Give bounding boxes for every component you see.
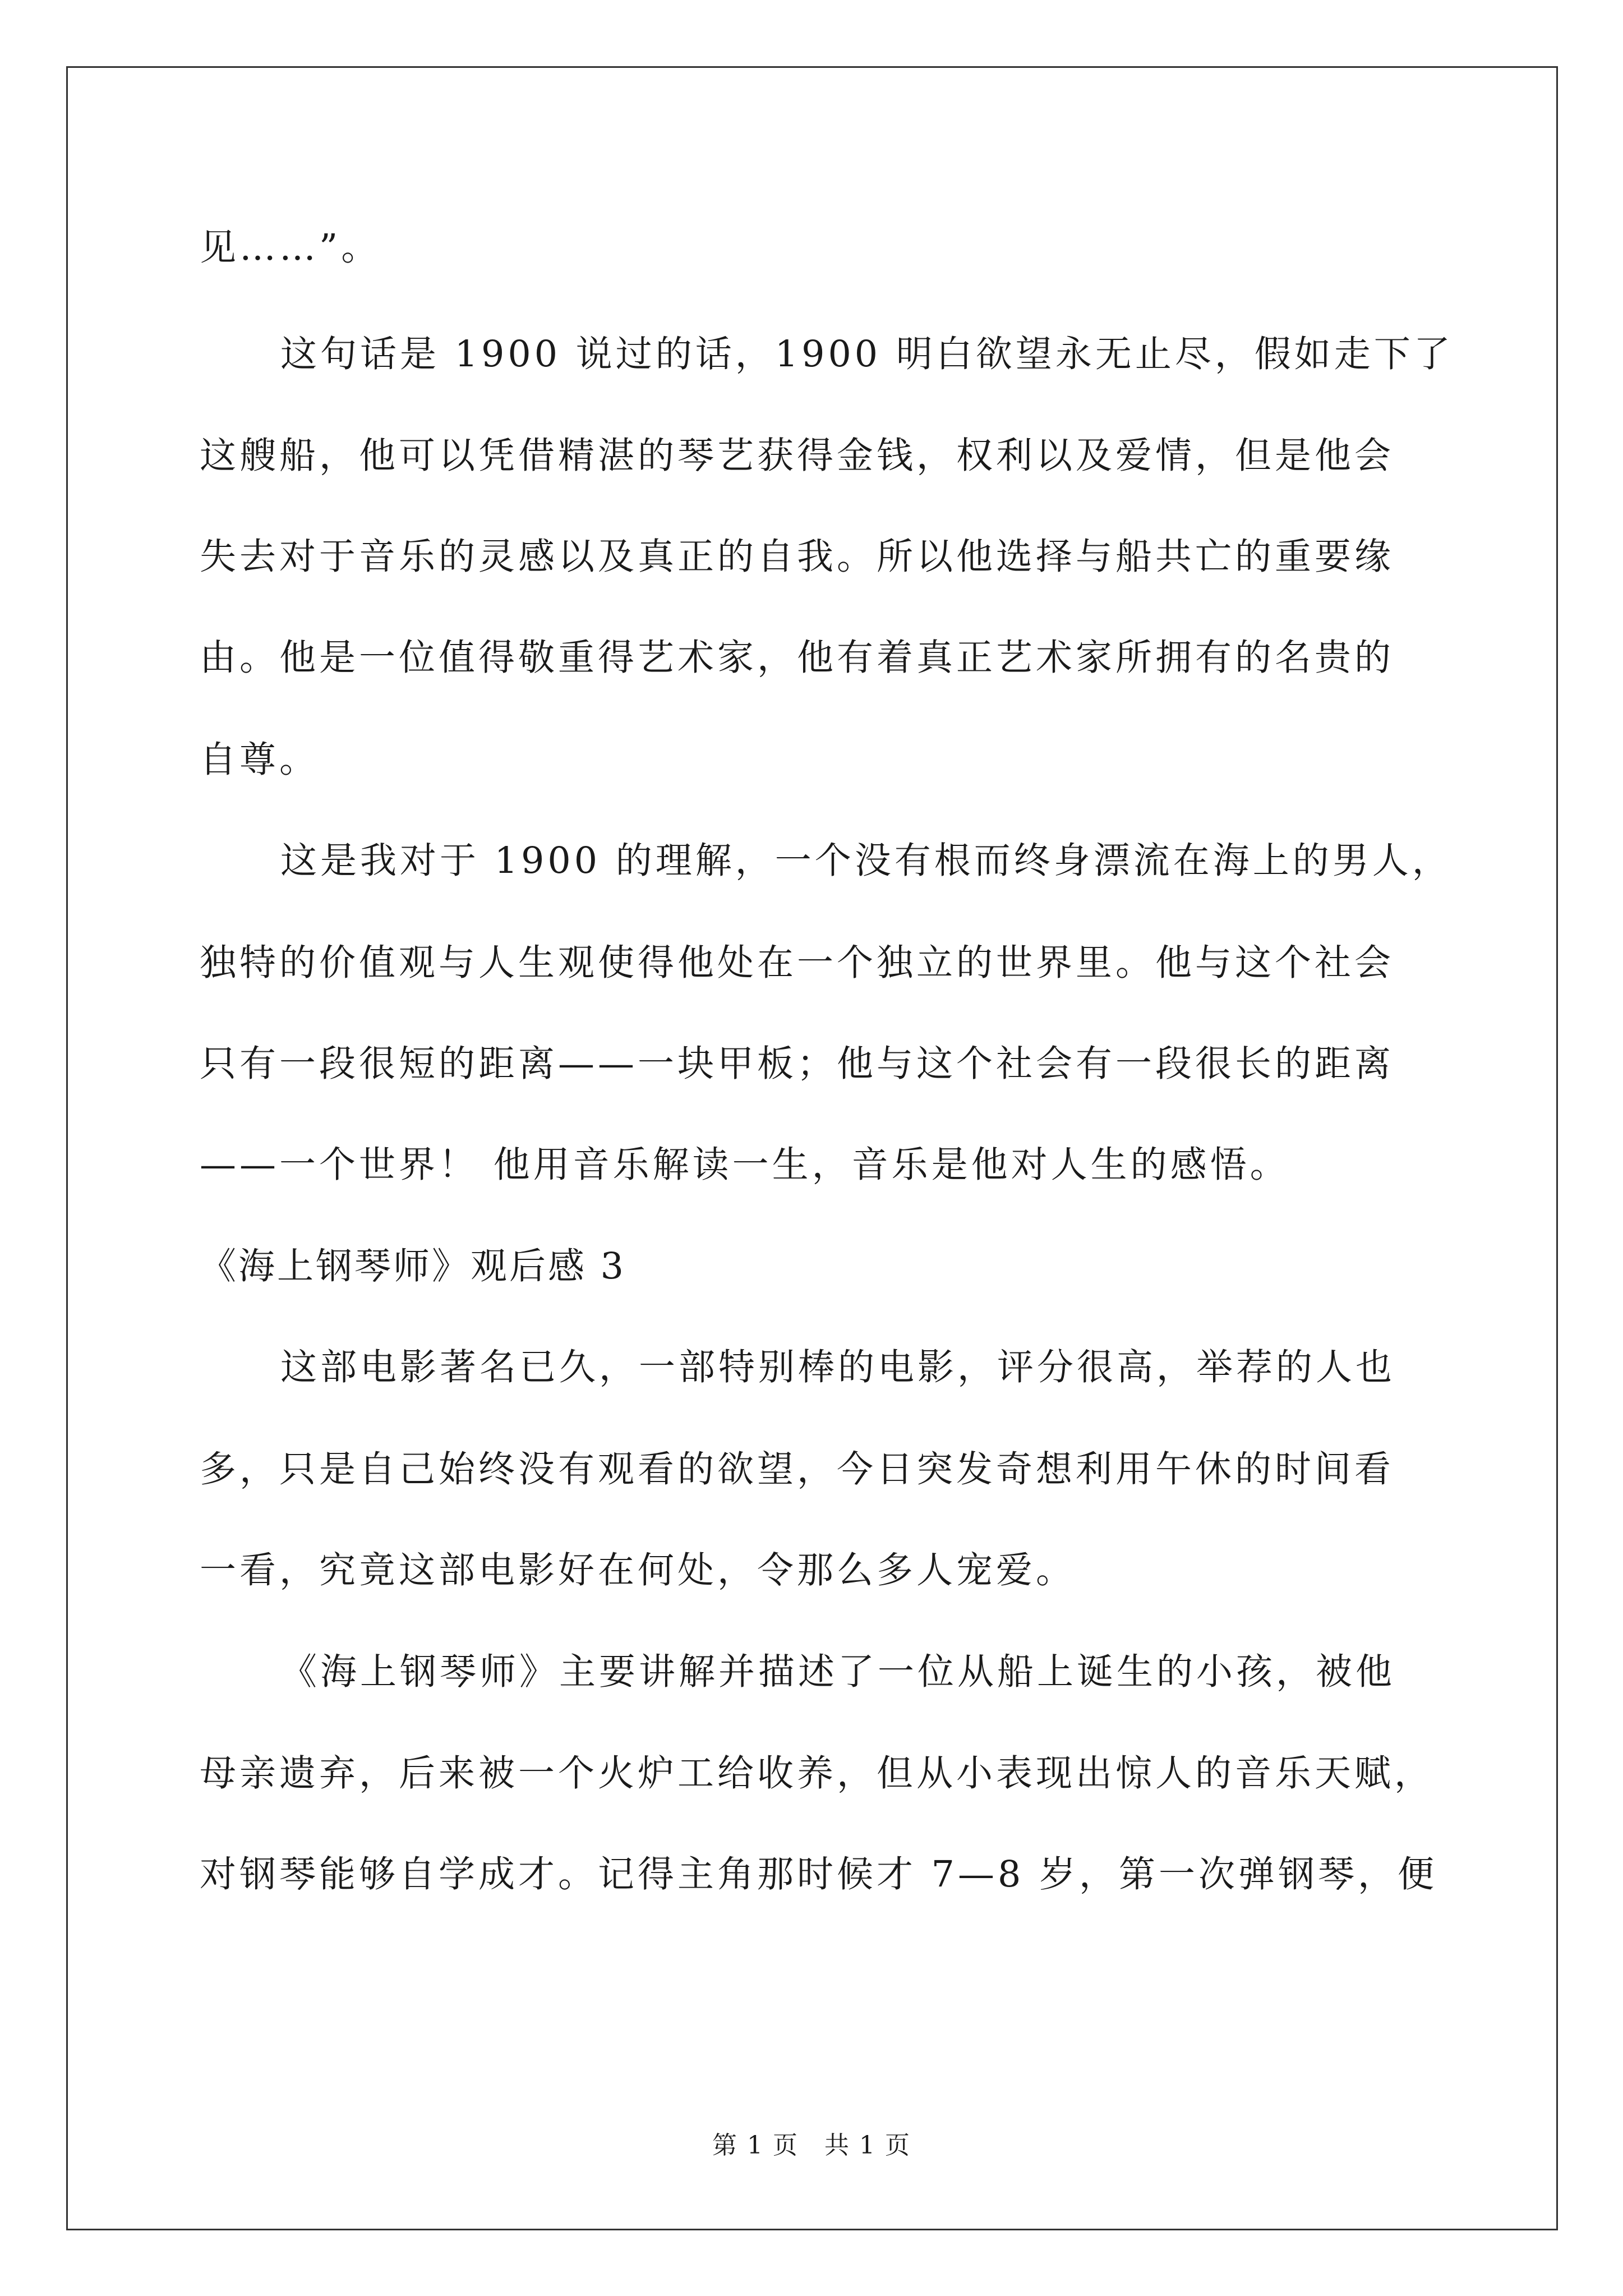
section-heading: 《海上钢琴师》观后感 3 xyxy=(200,1245,626,1287)
text-line: 失去对于音乐的灵感以及真正的自我。所以他选择与船共亡的重要缘 xyxy=(200,536,1395,578)
text-line: 《海上钢琴师》主要讲解并描述了一位从船上诞生的小孩，被他 xyxy=(280,1651,1396,1693)
text-line: 多，只是自己始终没有观看的欲望，今日突发奇想利用午休的时间看 xyxy=(200,1448,1395,1490)
page-footer: 第 1 页 共 1 页 xyxy=(712,2131,911,2160)
text-line: 自尊。 xyxy=(200,739,320,781)
text-line: 这是我对于 1900 的理解，一个没有根而终身漂流在海上的男人， xyxy=(280,840,1452,882)
text-line: 独特的价值观与人生观使得他处在一个独立的世界里。他与这个社会 xyxy=(200,942,1395,984)
text-line: 这艘船，他可以凭借精湛的琴艺获得金钱，权利以及爱情，但是他会 xyxy=(200,435,1395,477)
text-line: 由。他是一位值得敬重得艺术家，他有着真正艺术家所拥有的名贵的 xyxy=(200,637,1395,679)
text-line: 这部电影著名已久，一部特别棒的电影，评分很高，举荐的人也 xyxy=(280,1346,1396,1388)
text-line: 这句话是 1900 说过的话，1900 明白欲望永无止尽，假如走下了 xyxy=(280,333,1454,375)
text-line: 对钢琴能够自学成才。记得主角那时候才 7—8 岁，第一次弹钢琴，便 xyxy=(200,1853,1438,1895)
text-line: ——一个世界！ 他用音乐解读一生，音乐是他对人生的感悟。 xyxy=(200,1144,1290,1186)
text-line: 母亲遗弃，后来被一个火炉工给收养，但从小表现出惊人的音乐天赋， xyxy=(200,1752,1435,1795)
text-line: 只有一段很短的距离——一块甲板；他与这个社会有一段很长的距离 xyxy=(200,1043,1395,1085)
text-line: 见……”。 xyxy=(200,227,381,269)
text-line: 一看，究竟这部电影好在何处，令那么多人宠爱。 xyxy=(200,1549,1076,1591)
